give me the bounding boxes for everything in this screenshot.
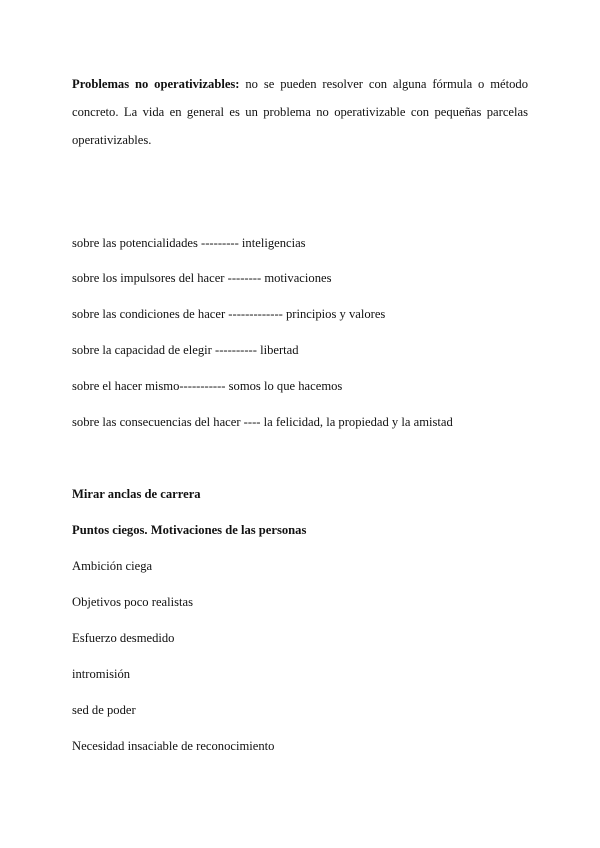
sobre-line-2: sobre los impulsores del hacer -------- motivaciones [72,271,332,285]
heading-puntos-ciegos: Puntos ciegos. Motivaciones de las personas [72,523,307,537]
intro-text: no se pueden resolver con alguna fórmula o método concreto. La vida en general es un problema no operativizable con pequeñas parcelas operativizables. [72,77,528,147]
intro-term: Problemas no operativizables: [72,77,240,91]
puntos-item-4: intromisión [72,667,131,681]
intro-paragraph [72,70,528,154]
sobre-line-5: sobre el hacer mismo----------- somos lo que hacemos [72,379,343,393]
sobre-line-4: sobre la capacidad de elegir ---------- libertad [72,343,299,357]
sobre-line-3: sobre las condiciones de hacer ------------- principios y valores [72,307,386,321]
sobre-line-6: sobre las consecuencias del hacer ---- la felicidad, la propiedad y la amistad [72,415,453,429]
puntos-item-5: sed de poder [72,703,136,717]
sobre-line-1: sobre las potencialidades --------- inteligencias [72,236,306,250]
puntos-item-1: Ambición ciega [72,559,153,573]
puntos-item-2: Objetivos poco realistas [72,595,194,609]
puntos-item-6: Necesidad insaciable de reconocimiento [72,739,275,753]
heading-anclas: Mirar anclas de carrera [72,487,201,501]
puntos-item-3: Esfuerzo desmedido [72,631,175,645]
